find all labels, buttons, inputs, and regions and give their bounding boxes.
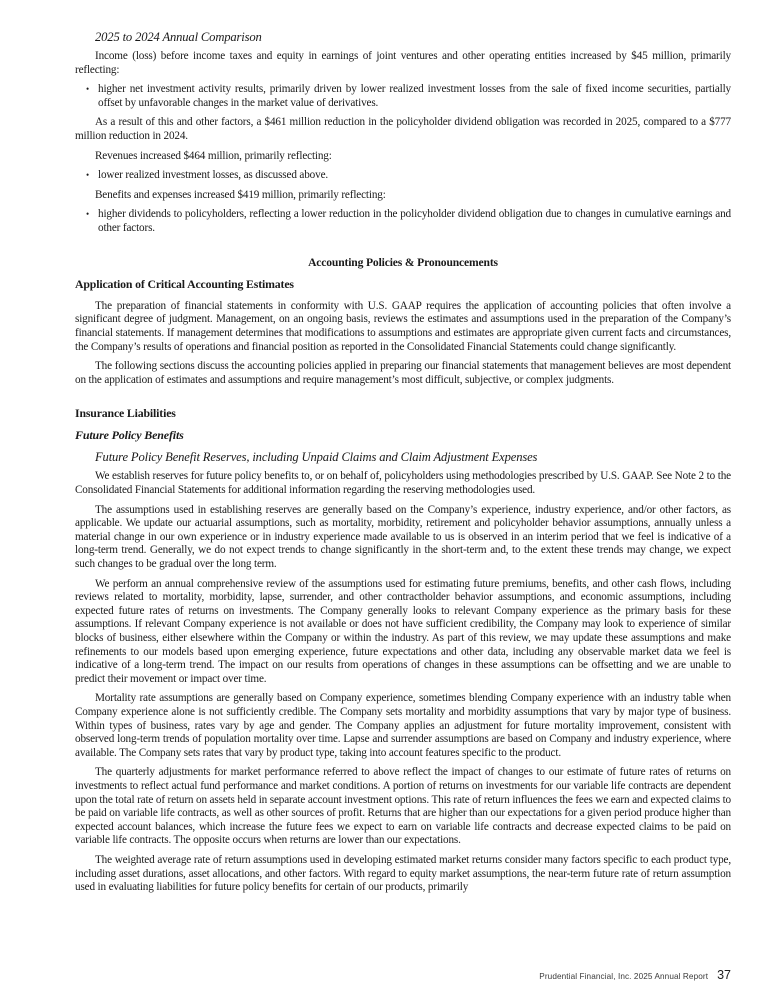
- page-footer: [539, 966, 731, 984]
- insurance-paragraph: The quarterly adjustments for market performance referred to above reflect the impact of changes to our estimate of future rates of returns on investments to reflect actual fund performance and market conditions. A portion of returns on investments for our variable life contracts are dependent upon the total rate of return on assets held in separate account investment options. This rate of return influences the fees we earn and expected claims to be paid on variable life contracts, as well as other sources of profit. Returns that are higher than our expectations for a given period produce higher than expected account balances, which increase the future fees we expect to earn on variable life contracts and decrease expected claims to be paid on variable life contracts. The opposite occurs when returns are lower than our expectations.: [75, 766, 731, 847]
- critical-estimates-paragraph: The following sections discuss the accounting policies applied in preparing our financial statements that management believes are most dependent on the application of estimates and assumptions and require management’s most difficult, subjective, or complex judgments.: [75, 360, 731, 386]
- reserves-heading: Future Policy Benefit Reserves, including Unpaid Claims and Claim Adjustment Expenses: [95, 450, 538, 465]
- insurance-paragraph: We perform an annual comprehensive review of the assumptions used for estimating future premiums, benefits, and other cash flows, including reviews related to mortality, morbidity, lapse, surrender, and other contractholder behavior assumptions, and economic assumptions, including expected future rates of returns on investments. The Company generally looks to relevant Company experience as the primary basis for these assumptions. If relevant Company experience is not available or does not have sufficient credibility, the Company may look to experience of similar blocks of business, either elsewhere within the Company or within the industry. As part of this review, we may update these assumptions and make refinements to our models based upon emerging experience, future expectations and other data, including any observable market data we feel is indicative of a long-term trend. The impact on our results from operations of changes in these assumptions can be offsetting and we are unable to predict their movement or impact over time.: [75, 577, 731, 685]
- revenues-intro-paragraph: Revenues increased $464 million, primarily reflecting:: [95, 149, 332, 162]
- benefits-intro-paragraph: Benefits and expenses increased $419 million, primarily reflecting:: [95, 188, 386, 201]
- bullet-item: • higher dividends to policyholders, reflecting a lower reduction in the policyholder dividend obligation due to changes in cumulative earnings and other factors.: [75, 208, 731, 235]
- accounting-policies-title: Accounting Policies & Pronouncements: [308, 255, 498, 269]
- critical-estimates-heading: Application of Critical Accounting Estimates: [75, 277, 294, 292]
- document-page: [75, 30, 731, 901]
- income-bullet-list: [75, 83, 731, 110]
- critical-estimates-paragraph: The preparation of financial statements in conformity with U.S. GAAP requires the application of accounting policies that often involve a significant degree of judgment. Management, on an ongoing basis, reviews the estimates and assumptions used in the preparation of the Company’s financial statements. If management determines that modifications to assumptions and estimates are appropriate given current facts and circumstances, the Company’s results of operations and financial position as reported in the Consolidated Financial Statements could change significantly.: [75, 299, 731, 353]
- insurance-paragraph: Mortality rate assumptions are generally based on Company experience, sometimes blending Company experience with an industry table when Company experience alone is not sufficiently credible. The Company sets mortality and morbidity assumptions that vary by major type of business. Within types of business, rates vary by age and gender. The Company applies an adjustment for future mortality improvement, consistent with observed long-term trends of population mortality over time. Lapse and surrender assumptions are based on Company and industry experience, where available. The Company sets rates that vary by product type, taking into account features specific to the product.: [75, 692, 731, 759]
- comparison-heading: 2025 to 2024 Annual Comparison: [95, 30, 262, 44]
- bullet-item: • higher net investment activity results, primarily driven by lower realized investment losses from the sale of fixed income securities, partially offset by unfavorable changes in the market value of derivatives.: [75, 83, 731, 110]
- insurance-paragraph: The assumptions used in establishing reserves are generally based on the Company’s experience, industry experience, and/or other factors, as applicable. We update our actuarial assumptions, such as mortality, morbidity, retirement and policyholder behavior assumptions, annually unless a material change in our own experience or in industry experience made available to us is observed in an interim period that we feel is indicative of a long-term trend. Generally, we do not expect trends to change significantly in the short-term and, to the extent these trends may change, we expect such changes to be gradual over the long term.: [75, 503, 731, 571]
- report-title: Prudential Financial, Inc. 2025 Annual Report: [539, 972, 709, 981]
- dividend-paragraph: As a result of this and other factors, a $461 million reduction in the policyholder dividend obligation was recorded in 2025, compared to a $777 million reduction in 2024.: [75, 116, 731, 142]
- insurance-paragraph: We establish reserves for future policy benefits to, or on behalf of, policyholders using methodologies prescribed by U.S. GAAP. See Note 2 to the Consolidated Financial Statements for additional information regarding the reserving methodologies used.: [75, 470, 731, 497]
- benefits-bullet-list: [75, 208, 731, 235]
- revenues-bullet-list: [75, 169, 731, 183]
- insurance-paragraph: The weighted average rate of return assumptions used in developing estimated market returns consider many factors specific to each product type, including asset durations, asset allocations, and other factors. With regard to equity market assumptions, the near-term future rate of return assumption used in evaluating liabilities for future policy benefits for certain of our products, primarily: [75, 853, 731, 894]
- future-policy-benefits-heading: Future Policy Benefits: [75, 427, 184, 442]
- insurance-liabilities-heading: Insurance Liabilities: [75, 406, 176, 421]
- page-number: 37: [717, 968, 731, 982]
- income-intro-paragraph: Income (loss) before income taxes and equity in earnings of joint ventures and other operating entities increased by $45 million, primarily reflecting:: [75, 50, 731, 76]
- bullet-item: • lower realized investment losses, as discussed above.: [75, 169, 731, 183]
